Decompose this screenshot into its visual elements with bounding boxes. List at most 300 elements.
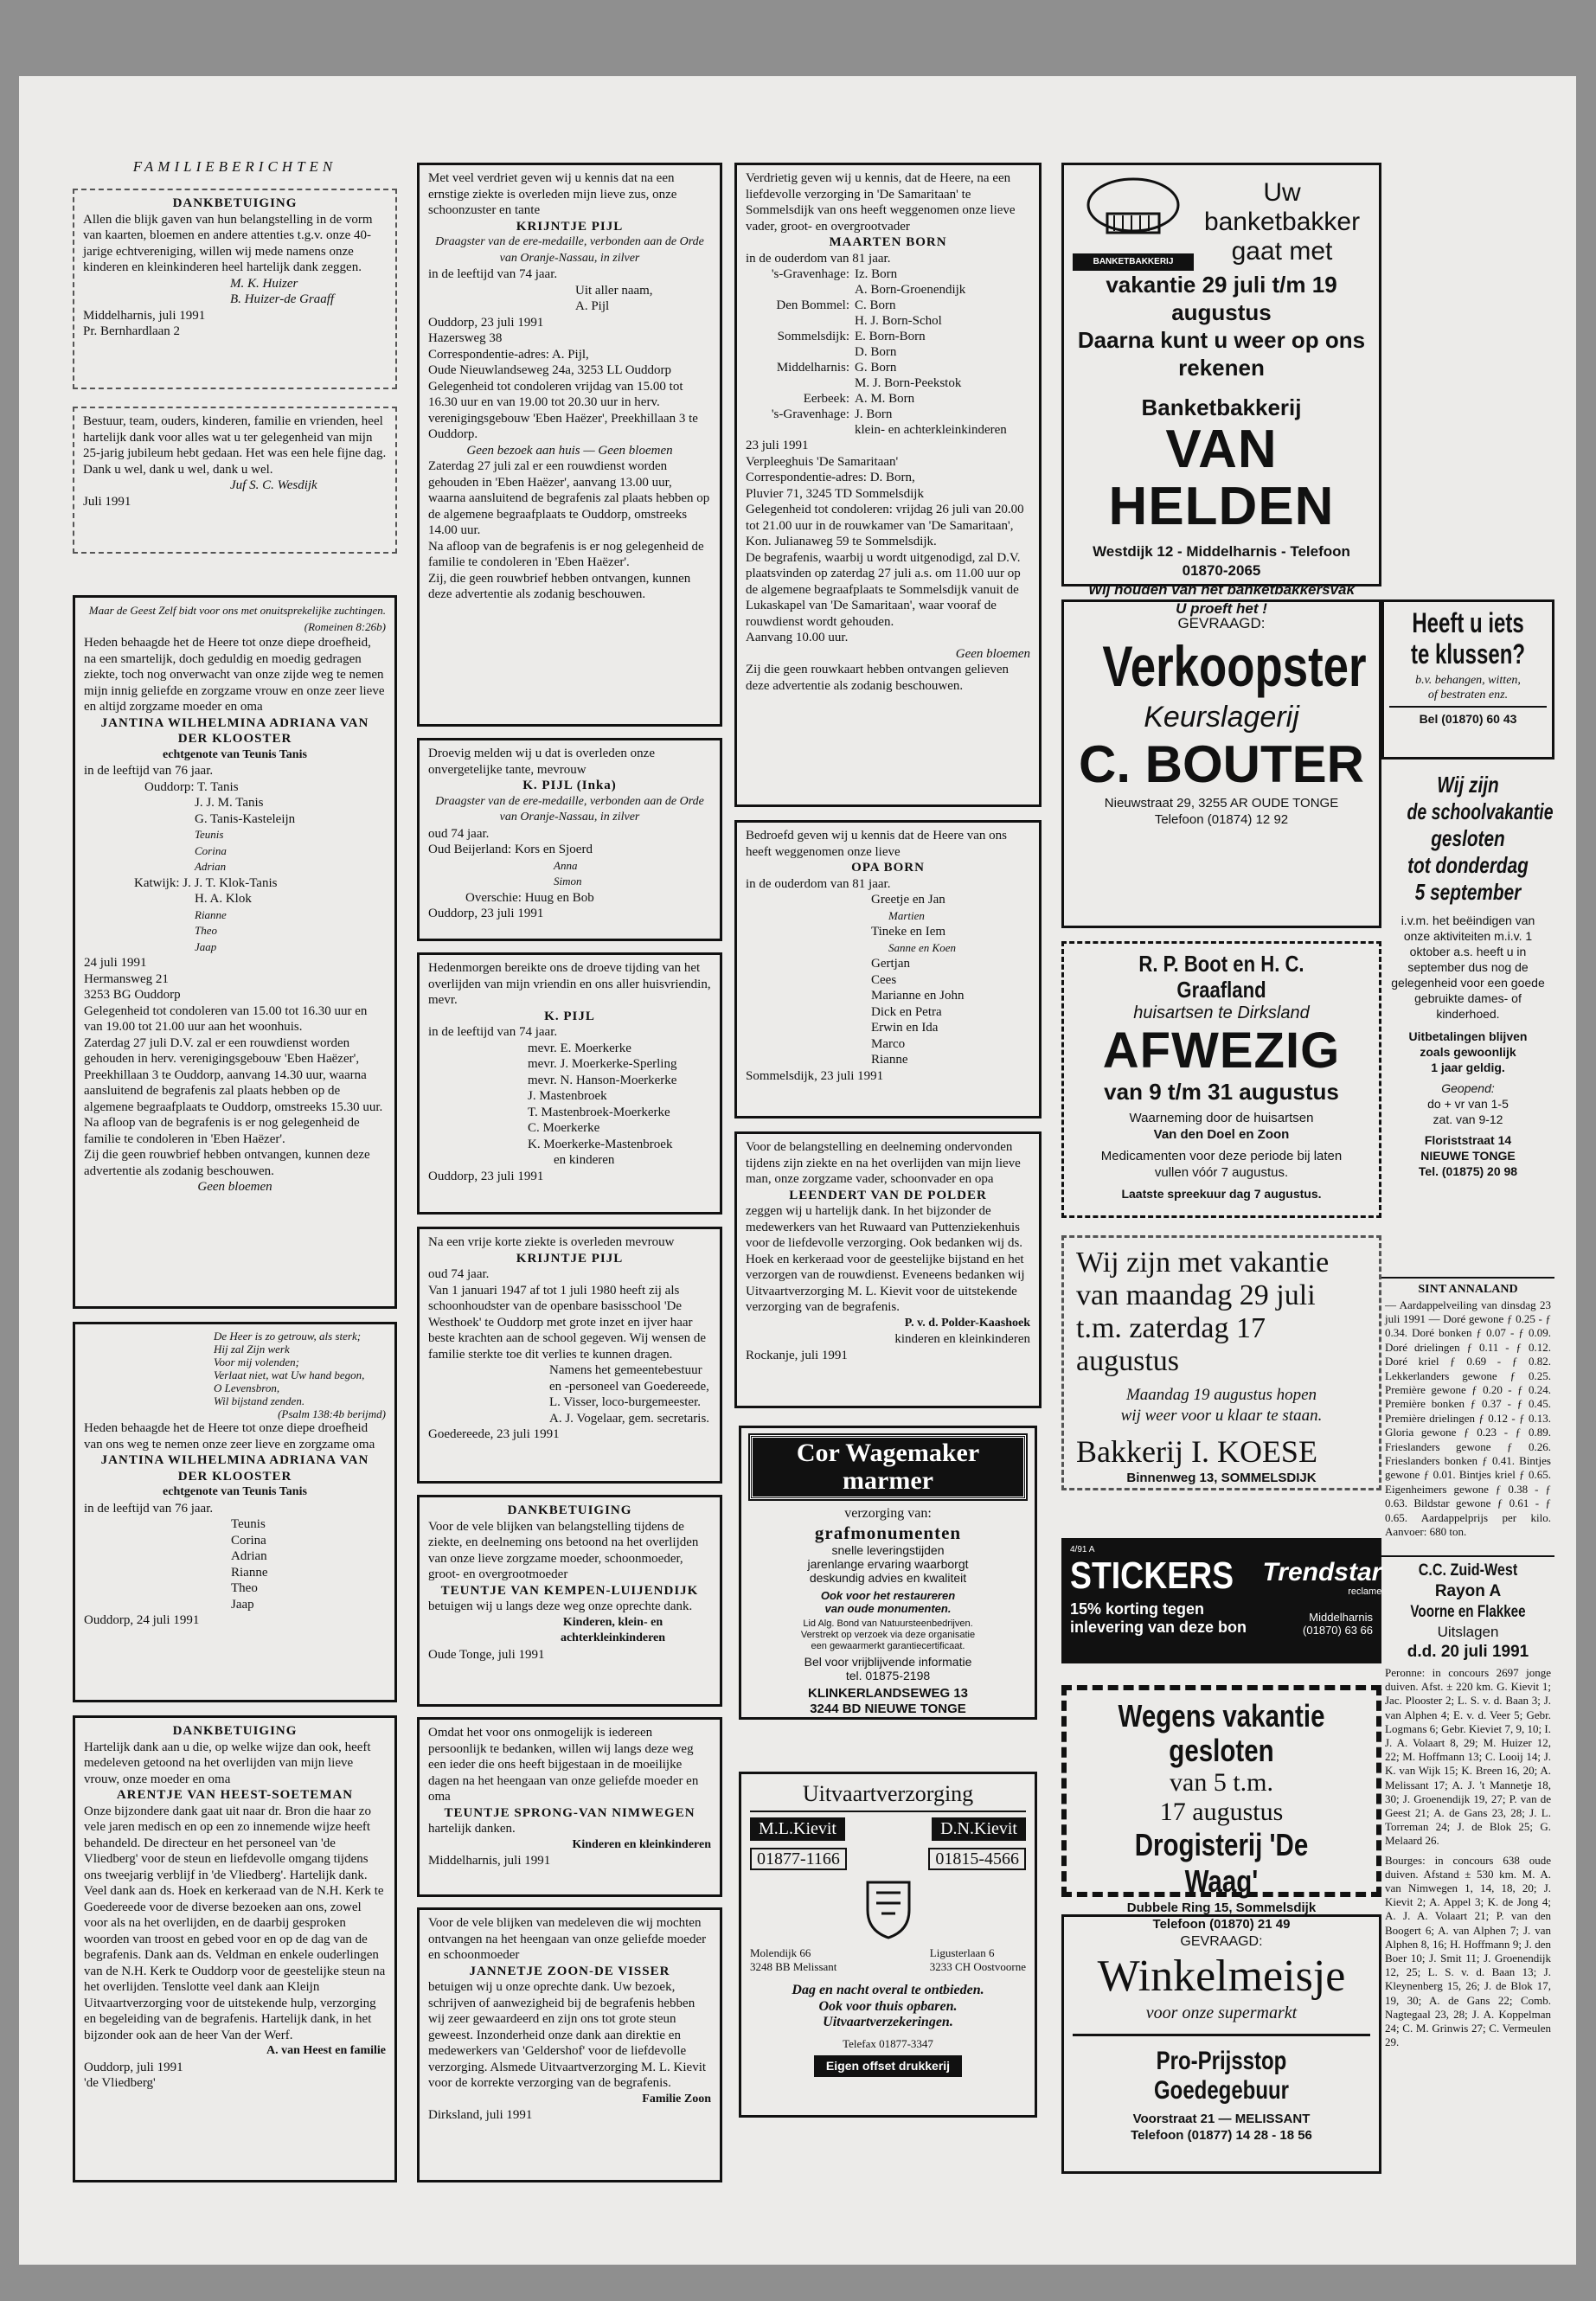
- address: Hazersweg 38: [428, 331, 503, 345]
- ad-van-helden: [1061, 163, 1381, 617]
- address: Pluvier 71, 3245 TD Sommelsdijk: [746, 486, 924, 501]
- headline: Wegens vakantie gesloten: [1118, 1698, 1325, 1768]
- relative: mevr. E. Moerkerke: [528, 1041, 631, 1055]
- relative: Simon: [554, 875, 582, 888]
- headline: tot donderdag: [1407, 852, 1529, 878]
- psalm-line: O Levensbron,: [214, 1381, 280, 1394]
- spouse: echtgenote van Teunis Tanis: [163, 1485, 307, 1498]
- date: Juli 1991: [83, 494, 131, 509]
- grandchild: Teunis: [231, 1517, 266, 1531]
- newspaper-page: [19, 76, 1576, 2265]
- ad-uitvaart-kievit: [739, 1772, 1037, 2118]
- ad-body: Onze bijzondere dank gaat uit naar dr. Bron die haar zo vele jaren medisch en op een zo innemende wijze heeft behandeld. De directeur en het personeel van 'de Vliedberg' voor de steun en liefdevolle omgang tijdens ons tweejarig verblijf in 'de Vliedberg'. Hartelijk dank. Veel dank aan ds. Hoek en kerkeraad van de N.H. Kerk te Goedereede voor de diverse bezoeken aan ons, zowel voor als na het overlijden, en de daarbij gesproken woorden van troost en gebed voor en op de dag van de begrafenis. Dank aan ds. Veldman en enkele ouderlingen van de N.H. Kerk te Ouddorp voor de geestelijke steun na het overlijden. Tenslotte veel dank aan Kleijn Uitvaartverzorging voor de uitstekende hulp, verzorging en begeleiding van de begrafenis. Hartelijk dank, in het bijzonder ook aan de heer Van der Werf.: [84, 1804, 386, 2042]
- director-name: M.L.Kievit: [750, 1817, 845, 1841]
- job-detail: voor onze supermarkt: [1145, 2003, 1298, 2022]
- relative: Katwijk: J. J. T. Klok-Tanis: [134, 875, 278, 890]
- signature: A. J. Vogelaar, gem. secretaris.: [549, 1411, 710, 1426]
- relative: Corina: [195, 843, 227, 857]
- ad-jubileum-wesdijk: [73, 407, 397, 554]
- feature: van oude monumenten.: [824, 1601, 952, 1615]
- article-title: Voorne en Flakkee: [1410, 1603, 1526, 1621]
- grandchild: Greetje en Jan: [871, 893, 945, 907]
- place-cell: [746, 375, 849, 391]
- age: in de leeftijd van 76 jaar.: [84, 1501, 214, 1516]
- no-flowers: Geen bloemen: [197, 1180, 272, 1194]
- place-cell: [746, 422, 849, 438]
- signature: en -personeel van Goedereede,: [549, 1379, 709, 1394]
- doctors-role: huisartsen te Dirksland: [1133, 1003, 1310, 1022]
- membership: een gewaarmerkt garantiecertificaat.: [811, 1640, 965, 1651]
- age: in de ouderdom van 81 jaar.: [746, 876, 891, 891]
- ad-intro: Voor de belangstelling en deelneming ondervonden tijdens zijn ziekte en na het overlijden van mijn lieve man, onze zorgzame vader, schoonvader en opa: [746, 1140, 1021, 1186]
- company-type: Banketbakkerij: [1141, 394, 1302, 420]
- name-cell: D. Born: [855, 345, 897, 359]
- no-flowers: Geen bezoek aan huis — Geen bloemen: [466, 443, 673, 458]
- age: oud 74 jaar.: [428, 826, 490, 841]
- ad-huisartsen-afwezig: [1061, 941, 1381, 1218]
- address: 3244 BD NIEUWE TONGE: [810, 1701, 966, 1716]
- signature: L. Visser, loco-burgemeester.: [549, 1395, 701, 1409]
- ad-hoedenwinkel: [1381, 766, 1554, 1264]
- divider: [1073, 2034, 1370, 2036]
- info: Gelegenheid tot condoleren: vrijdag 26 juli van 20.00 tot 21.00 uur in de rouwkamer van 'De Samaritaan', Kon. Julianaweg 59 te Sommelsdijk.: [746, 503, 1024, 548]
- psalm-line: Wil bijstand zenden.: [214, 1394, 305, 1407]
- deceased-name: K. PIJL (Inka): [522, 779, 617, 792]
- ad-intro: Voor de vele blijken van medeleven die wij mochten ontvangen na het heengaan van onze geliefde moeder en schoonmoeder: [428, 1916, 707, 1962]
- feature: snelle leveringstijden: [831, 1542, 945, 1557]
- payout-note: zoals gewoonlijk: [1420, 1045, 1516, 1059]
- grandchild: Tineke en Iem: [871, 925, 946, 939]
- place-cell: Eerbeek:: [803, 392, 849, 406]
- shop-name: Bakkerij I. KOESE: [1076, 1434, 1317, 1469]
- slogan: Dag en nacht overal te ontbieden.: [792, 1983, 984, 1997]
- ad-intro: Met veel verdriet geven wij u kennis dat na een ernstige ziekte is overleden mijn lieve zus, onze schoonzuster en tante: [428, 171, 677, 217]
- signature: achterkleinkinderen: [560, 1631, 666, 1644]
- headline: van maandag 29 juli: [1076, 1279, 1316, 1311]
- bible-ref: (Romeinen 8:26b): [304, 619, 386, 633]
- feature: deskundig advies en kwaliteit: [809, 1570, 967, 1585]
- place-date: Dirksland, juli 1991: [428, 2108, 533, 2122]
- column-1: [73, 76, 397, 2090]
- ad-dankbetuiging-van-heest: [73, 1715, 397, 2182]
- deceased-name: ARENTJE VAN HEEST-SOETEMAN: [116, 1788, 354, 1802]
- age: oud 74 jaar.: [428, 1267, 490, 1281]
- name-cell: Iz. Born: [855, 267, 898, 281]
- article-body: — Aardappelveiling van dinsdag 23 juli 1991 — Doré gewone ƒ 0.25 - ƒ 0.34. Doré bonken ƒ 0.07 - ƒ 0.09. Doré drielingen ƒ 0.11 - ƒ 0.12. Doré kriel ƒ 0.69 - ƒ 0.82. Lekkerlanders gewone ƒ 0.25. Première gewone ƒ 0.20 - ƒ 0.24. Première bonken ƒ 0.37 - ƒ 0.45. Première drielingen ƒ 0.12 - ƒ 0.13. Gloria gewone ƒ 0.23 - ƒ 0.89. Frieslanders gewone ƒ 0.26. Frieslanders bonken ƒ 0.41. Bintjes gewone ƒ 0.01. Bintjes kriel ƒ 0.65. Eigenheimers gewone ƒ 0.38 - ƒ 0.63. Bildstar gewone ƒ 0.61 - ƒ 0.65. Aardappelprijs per kilo. Aanvoer: 680 ton.: [1385, 1298, 1551, 1538]
- age: in de leeftijd van 74 jaar.: [428, 1025, 558, 1039]
- address: Nieuwstraat 29, 3255 AR OUDE TONGE: [1104, 795, 1339, 811]
- address: Dubbele Ring 15, Sommelsdijk: [1126, 1900, 1317, 1915]
- place-cell: [746, 344, 849, 360]
- headline: Wij zijn met vakantie: [1076, 1247, 1330, 1279]
- headline: t.m. zaterdag 17 augustus: [1076, 1312, 1266, 1377]
- deceased-name: JANTINA WILHELMINA ADRIANA VAN DER KLOOSTER: [100, 715, 369, 746]
- slogan: U proeft het !: [1176, 600, 1267, 617]
- phone: Bel (01870) 60 43: [1419, 712, 1517, 726]
- deceased-name: KRIJNTJE PIJL: [516, 219, 624, 234]
- spouse: echtgenote van Teunis Tanis: [163, 747, 307, 761]
- info: Zaterdag 27 juli zal er een rouwdienst worden gehouden in 'Eben Haëzer', aanvang 13.00 uur, waarna aansluitend de begrafenis zal plaats hebben op de algemene begraafplaats te Ouddorp, omstreeks 14.00 uur.: [428, 459, 710, 537]
- absent-headline: AFWEZIG: [1102, 1022, 1341, 1079]
- deceased-name: TEUNTJE SPRONG-VAN NIMWEGEN: [444, 1805, 695, 1820]
- place-date: Middelharnis, juli 1991: [428, 1854, 551, 1868]
- place-cell: Middelharnis:: [776, 361, 849, 375]
- return-note: rekenen: [1178, 355, 1265, 381]
- return-note: Daarna kunt u weer op ons: [1077, 327, 1366, 353]
- ad-title: DANKBETUIGING: [172, 196, 298, 210]
- ad-intro: Omdat het voor ons onmogelijk is iedereen persoonlijk te bedanken, willen wij langs deze weg een ieder die ons heeft bijgestaan in de moeilijke dagen na het heengaan van onze geliefde moeder en oma: [428, 1726, 699, 1804]
- grandchild: Marianne en John: [871, 989, 965, 1003]
- ad-body: i.v.m. het beëindigen van onze aktiviteiten m.i.v. 1 oktober a.s. heeft u in september dus nog de gelegenheid voor een goede gebruikte dames- of kinderhoed.: [1391, 913, 1545, 1021]
- relative: Overschie: Huug en Bob: [465, 890, 594, 905]
- place-date: Ouddorp, 23 juli 1991: [428, 1169, 544, 1183]
- article-aardappelveiling: [1381, 1277, 1554, 1549]
- info: De begrafenis, waarbij u wordt uitgenodigd, zal D.V. plaatsvinden op zaterdag 27 juli a.s. om 11.00 uur op de algemene begraafplaats te Sommelsdijk vanuit de Lukaskapel van 'De Samaritaan', waar vooraf de rouwdienst wordt gehouden.: [746, 550, 1021, 629]
- signature: M. K. Huizer: [230, 276, 298, 291]
- service: grafmonumenten: [814, 1522, 962, 1543]
- address: Floriststraat 14: [1424, 1133, 1512, 1147]
- deceased-name: K. PIJL: [544, 1009, 595, 1023]
- chef-hat-icon: [1081, 174, 1185, 248]
- relative: G. Tanis-Kasteleijn: [195, 811, 296, 826]
- grandchild: Dick en Petra: [871, 1004, 942, 1019]
- ad-thanks: Dank u wel, dank u wel, dank u wel.: [83, 462, 273, 477]
- deceased-name: JANNETJE ZOON-DE VISSER: [469, 1964, 670, 1978]
- correspondence: Oude Nieuwlandseweg 24a, 3253 LL Ouddorp: [428, 363, 672, 377]
- age: in de leeftijd van 74 jaar.: [428, 267, 558, 281]
- address: 3233 CH Oostvoorne: [929, 1960, 1026, 1973]
- section-title: FAMILIEBERICHTEN: [132, 158, 337, 175]
- relative: K. Moerkerke-Mastenbroek: [528, 1137, 673, 1151]
- relative: T. Mastenbroek-Moerkerke: [528, 1105, 670, 1119]
- name-cell: A. Born-Groenendijk: [855, 283, 966, 297]
- signature: Uit aller naam,: [575, 283, 653, 298]
- place-date: Ouddorp, 24 juli 1991: [84, 1613, 200, 1627]
- ad-intro: Droevig melden wij u dat is overleden onze onvergetelijke tante, mevrouw: [428, 747, 656, 777]
- ad-dankbetuiging-huizer: [73, 189, 397, 389]
- article-date: d.d. 20 juli 1991: [1407, 1643, 1529, 1661]
- phone: Telefoon (01877) 14 28 - 18 56: [1131, 2127, 1312, 2143]
- product: STICKERS: [1070, 1554, 1234, 1597]
- name-cell: C. Born: [855, 298, 896, 312]
- article-body: Peronne: in concours 2697 jonge duiven. Afst. ± 220 km. G. Kievit 1; Jac. Plooster 2; L. S. v. d. Baan 3; J. van Alphen 4; E. v. d. Veer 5; Gebr. Logmans 6; Gebr. Kieviet 7, 9, 10; I. J. A. Volaart 8, 29; M. Huizer 12, 22; M. Hoffmann 13; C. Looij 14; J. K. van Wijk 15; K. Breen 16, 20; A. Melissant 17; A. J. 't Mannetje 18, 30; J. Groenendijk 19, 27; P. van de Geest 21; A. de Gans 23, 28; J. L. Torreman 24; J. de Blok 25; G. Melaard 26.: [1385, 1666, 1551, 1848]
- info: Aanvang 10.00 uur.: [746, 631, 849, 644]
- replacement: Van den Doel en Zoon: [1153, 1127, 1290, 1142]
- name-cell: A. M. Born: [855, 392, 915, 406]
- ad-body: hartelijk danken.: [428, 1822, 516, 1836]
- slogan: Wij houden van het banketbakkersvak: [1088, 581, 1355, 598]
- address: NIEUWE TONGE: [1420, 1149, 1516, 1163]
- relative: Ouddorp: T. Tanis: [144, 779, 239, 794]
- signature: Juf S. C. Wesdijk: [230, 478, 317, 492]
- fax: Telefax 01877-3347: [843, 2036, 933, 2050]
- deceased-name: KRIJNTJE PIJL: [516, 1251, 624, 1266]
- name-cell: H. J. Born-Schol: [855, 314, 942, 328]
- article-title: SINT ANNALAND: [1418, 1283, 1518, 1296]
- discount: inlevering van deze bon: [1070, 1618, 1247, 1636]
- hat-badge: BANKETBAKKERIJ: [1073, 253, 1194, 272]
- name-cell: J. Born: [855, 407, 893, 421]
- signature: A. Pijl: [575, 299, 610, 313]
- brand-sub: reclame: [1348, 1586, 1382, 1597]
- dates: 17 augustus: [1159, 1798, 1284, 1826]
- place-date: Ouddorp, 23 juli 1991: [428, 315, 544, 330]
- ad-intro: Hartelijk dank aan u die, op welke wijze dan ook, heeft medeleven getoond na het overlijden van mijn lieve vrouw, onze moeder en oma: [84, 1740, 371, 1786]
- relative: en kinderen: [554, 1153, 615, 1167]
- no-flowers: Geen bloemen: [955, 646, 1030, 661]
- phone: Tel. (01875) 20 98: [1418, 1164, 1518, 1178]
- info: Zij die geen rouwkaart hebben ontvangen gelieven deze advertentie als zodanig beschouwen.: [746, 663, 1010, 693]
- address: Correspondentie-adres: D. Born,: [746, 471, 915, 484]
- address: Verpleeghuis 'De Samaritaan': [746, 454, 899, 469]
- ad-trendstar-stickers: [1061, 1538, 1381, 1663]
- phone: Telefoon (01870) 21 49: [1152, 1917, 1291, 1932]
- opening-label: Geopend:: [1441, 1081, 1495, 1095]
- ad-rouw-born-1: [734, 163, 1042, 807]
- article-subtitle: Uitslagen: [1437, 1624, 1499, 1640]
- psalm-line: Verlaat niet, wat Uw hand begon,: [214, 1368, 365, 1381]
- ad-rouw-born-2: [734, 820, 1042, 1118]
- ad-title: Uitvaartverzorging: [802, 1781, 974, 1806]
- opening-hours: zat. van 9-12: [1433, 1112, 1503, 1126]
- relative: Theo: [195, 924, 217, 937]
- relative: mevr. J. Moerkerke-Sperling: [528, 1057, 677, 1071]
- grandchild: Rianne: [231, 1565, 268, 1580]
- ad-bouter: [1061, 599, 1381, 928]
- ad-rouw-pijl-3: [417, 952, 722, 1215]
- payout-note: Uitbetalingen blijven: [1408, 1029, 1528, 1043]
- headline: de schoolvakantie: [1407, 798, 1554, 824]
- place-date: Goedereede, 23 juli 1991: [428, 1427, 560, 1441]
- ad-rouw-klooster-1: [73, 595, 397, 1309]
- divider: [1389, 706, 1547, 708]
- signature: Familie Zoon: [642, 2092, 711, 2106]
- signature: Kinderen en kleinkinderen: [572, 1837, 711, 1851]
- phone: (01870) 63 66: [1303, 1624, 1373, 1637]
- print-shop-label: Eigen offset drukkerij: [814, 2055, 962, 2077]
- place-date: Oude Tonge, juli 1991: [428, 1647, 545, 1662]
- shop-type: Keurslagerij: [1144, 700, 1299, 734]
- psalm-line: De Heer is zo getrouw, als sterk;: [214, 1330, 362, 1343]
- name-cell: klein- en achterkleinkinderen: [855, 423, 1007, 437]
- decoration: Draagster van de ere-medaille, verbonden aan de Orde van Oranje-Nassau, in zilver: [435, 235, 704, 265]
- relative: Jaap: [195, 939, 217, 953]
- info: Na afloop van de begrafenis is er nog gelegenheid de familie te condoleren in 'Eben Haëzer'.: [428, 539, 704, 569]
- last-consult: Laatste spreekuur dag 7 augustus.: [1121, 1187, 1322, 1201]
- phone: Telefoon (01874) 12 92: [1154, 811, 1289, 827]
- grandchild: Sanne en Koen: [888, 940, 956, 954]
- ad-body: betuigen wij u onze oprechte dank. Uw bezoek, schrijven of aanwezigheid bij de begrafenis hebben wij zeer gewaardeerd en zijn ons tot grote steun geweest. Inzonderheid onze dank aan direktie en medewerkers van 'Geldershof' voor de liefdevolle verzorging. Alsmede Uitvaartverzorging M. L. Kievit voor de korrekte verzorging van de begrafenis.: [428, 1980, 707, 2090]
- deceased-name: LEENDERT VAN DE POLDER: [789, 1188, 987, 1202]
- ad-dankbetuiging-van-de-polder: [734, 1131, 1042, 1408]
- article-title: Rayon A: [1434, 1582, 1502, 1600]
- place-cell: Den Bommel:: [776, 298, 849, 312]
- relative: J. Mastenbroek: [528, 1089, 607, 1103]
- phone: 01877-1166: [750, 1848, 847, 1871]
- age: in de leeftijd van 76 jaar.: [84, 764, 214, 778]
- grandchild: Jaap: [231, 1597, 254, 1612]
- brand: Trendstar: [1262, 1558, 1382, 1586]
- ad-body: betuigen wij u langs deze weg onze oprechte dank.: [428, 1599, 693, 1613]
- ad-body: Bestuur, team, ouders, kinderen, familie en vrienden, heel hartelijk dank voor alles wat u ter gelegenheid van mijn 25-jarig jubileum hebt gedaan. Het was een hele fijne dag.: [83, 414, 387, 460]
- psalm-ref: (Psalm 138:4b berijmd): [278, 1407, 386, 1420]
- headline: gesloten: [1431, 825, 1505, 851]
- ad-title: DANKBETUIGING: [172, 1724, 298, 1738]
- grandchild: Adrian: [231, 1549, 267, 1563]
- address: 3248 BB Melissant: [750, 1960, 837, 1973]
- ad-intro: Hedenmorgen bereikte ons de droeve tijding van het overlijden van mijn vriendin en ons aller huisvriendin, mevr.: [428, 961, 711, 1007]
- phone: 01815-4566: [928, 1848, 1026, 1871]
- ad-cor-wagemaker: [739, 1426, 1037, 1720]
- ad-intro: Bedroefd geven wij u kennis dat de Heere van ons heeft weggenomen onze lieve: [746, 829, 1007, 859]
- deceased-name: OPA BORN: [851, 861, 925, 875]
- membership: Lid Alg. Bond van Natuursteenbedrijven.: [803, 1618, 973, 1629]
- headline: Uw: [1263, 178, 1301, 207]
- decoration: Draagster van de ere-medaille, verbonden aan de Orde van Oranje-Nassau, in zilver: [435, 794, 704, 824]
- place-cell: [746, 313, 849, 329]
- absent-dates: van 9 t/m 31 augustus: [1104, 1079, 1339, 1105]
- place-date: Sommelsdijk, 23 juli 1991: [746, 1068, 884, 1083]
- info: Na afloop van de begrafenis is er nog gelegenheid de familie te condoleren in 'Eben Haëzer'.: [84, 1116, 360, 1146]
- grandchild: Martien: [888, 908, 925, 922]
- relative: Adrian: [195, 860, 227, 873]
- place-date: Ouddorp, juli 1991: [84, 2060, 183, 2074]
- headline: gaat met: [1231, 237, 1333, 266]
- wanted-label: GEVRAAGD:: [1180, 1934, 1263, 1949]
- replacement: Waarneming door de huisartsen: [1129, 1111, 1314, 1125]
- shop-name: Pro-Prijsstop Goedegebuur: [1153, 2046, 1289, 2105]
- grandchild: Rianne: [871, 1053, 908, 1067]
- ad-intro: Verdrietig geven wij u kennis, dat de Heere, na een liefdevolle verzorging in 'De Samaritaan' te Sommelsdijk van ons heeft weggenomen onze lieve vader, groot- en overgrootvader: [746, 171, 1016, 234]
- ad-title: DANKBETUIGING: [507, 1503, 632, 1517]
- relatives-table: [746, 266, 1007, 438]
- doctors: R. P. Boot en H. C. Graafland: [1138, 951, 1304, 1003]
- address: Pr. Bernhardlaan 2: [83, 324, 181, 338]
- slogan: Ook voor thuis opbaren.: [818, 1998, 958, 2014]
- signature: kinderen en kleinkinderen: [894, 1332, 1030, 1346]
- company-trade: marmer: [843, 1466, 933, 1495]
- address: KLINKERLANDSEWEG 13: [807, 1685, 969, 1701]
- signature: Kinderen, klein- en: [562, 1615, 663, 1629]
- address: Hermansweg 21: [84, 971, 169, 986]
- ad-dankbetuiging-zoon: [417, 1907, 722, 2182]
- call-to-action: Bel voor vrijblijvende informatie: [804, 1654, 972, 1669]
- signature: Namens het gemeentebestuur: [549, 1363, 702, 1377]
- address: 3253 BG Ouddorp: [84, 988, 181, 1002]
- ad-intro: Na een vrije korte ziekte is overleden mevrouw: [428, 1235, 675, 1249]
- divider: [750, 1811, 1026, 1812]
- place-cell: Sommelsdijk:: [777, 330, 849, 343]
- signature: P. v. d. Polder-Kaashoek: [904, 1316, 1030, 1330]
- ad-body: Allen die blijk gaven van hun belangstelling in de vorm van kaarten, bloemen en andere attenties t.g.v. onze 40-jarige echtvereniging, willen wij mede namens onze kinderen en kleinkinderen heel hartelijk dank zeggen.: [83, 212, 373, 274]
- place-cell: 's-Gravenhage:: [771, 407, 849, 421]
- company-name: VAN HELDEN: [1108, 420, 1335, 536]
- place-cell: 's-Gravenhage:: [771, 267, 849, 281]
- examples: b.v. behangen, witten,: [1415, 674, 1521, 687]
- ad-body: zeggen wij u hartelijk dank. In het bijzonder de medewerkers van het Ruwaard van Puttenziekenhuis voor de liefdevolle verzorging. Ook bedanken wij ds. Hoek en kerkeraad voor de geestelijke bijstand en het verzorgen van de rouwdienst. Eveneens bedanken wij Uitvaartverzorging M. L. Kievit voor de uitstekende verzorging van de begrafenis.: [746, 1204, 1025, 1314]
- signature: A. van Heest en familie: [266, 2044, 386, 2057]
- address: Westdijk 12 - Middelharnis - Telefoon 01870-2065: [1093, 543, 1350, 579]
- info: Gelegenheid tot condoleren van 15.00 tot 16.30 uur en van 19.00 tot 21.00 uur aan het woonhuis.: [84, 1003, 368, 1034]
- signature: B. Huizer-de Graaff: [230, 292, 335, 306]
- name-cell: G. Born: [855, 361, 897, 375]
- place-cell: [746, 282, 849, 298]
- phone: tel. 01875-2198: [845, 1668, 931, 1682]
- ad-rouw-pijl-1: [417, 163, 722, 727]
- relative: Anna: [554, 858, 578, 872]
- grandchild: Erwin en Ida: [871, 1021, 939, 1035]
- ad-intro: Heden behaagde het de Heere tot onze diepe droefheid, na een smartelijk, doch geduldig en moedig gedragen ziekte, toch nog onverwacht van onze zijde weg te nemen mijn innig geliefde en zorgzame vrouw en onze zeer lieve en altijd zorgzame moeder en oma: [84, 636, 385, 714]
- ad-intro: Voor de vele blijken van belangstelling tijdens de ziekte, en deelneming ons betoond na het overlijden van onze lieve zorgzame moeder, schoonmoeder, groot- en overgrootmoeder: [428, 1519, 699, 1581]
- article-body: Bourges: in concours 638 oude duiven. Afstand ± 530 km. M. A. van Nimwegen 1, 14, 18, 20; J. Kievit 2; A. Appel 3; K. de Jong 4; A. J. A. Volaart 21; P. van den Boogert 6; A. van Alphen 7; J. van Alphen 8, 16; H. Hoffmann 9; J. den Boer 10; J. Smit 11; J. Groenendijk 12, 25; L. S. v. d. Baan 13; J. Kleynenberg 15, 26; J. de Blok 17, 19, 30; A. de Gans 22; Comb. Nagtegaal 23, 28; J. A. Koppelman 24; C. M. Grinwis 27; C. Vermeulen 29.: [1385, 1853, 1551, 2049]
- feature: Ook voor het restaureren: [820, 1588, 956, 1602]
- info: Zaterdag 27 juli D.V. zal er een rouwdienst worden gehouden in herv. verenigingsgebouw 'Eben Haëzer', Preekhillaan 3 te Ouddorp, aanvang 14.30 uur, waarna aansluitend de begrafenis zal plaats hebben op de algemene begraafplaats te Ouddorp, omstreeks 15.30 uur.: [84, 1035, 383, 1114]
- company-name: Cor Wagemaker: [796, 1439, 980, 1467]
- date: 24 juli 1991: [84, 956, 147, 970]
- examples: of bestraten enz.: [1427, 689, 1509, 702]
- deceased-name: JANTINA WILHELMINA ADRIANA VAN DER KLOOSTER: [100, 1453, 369, 1484]
- relative: H. A. Klok: [195, 892, 252, 906]
- job-title: Winkelmeisje: [1097, 1951, 1346, 2001]
- date: 23 juli 1991: [746, 439, 809, 452]
- info: Zij die geen rouwbrief hebben ontvangen, kunnen deze advertentie als zodanig beschouwen.: [84, 1148, 370, 1178]
- name-cell: M. J. Born-Peekstok: [855, 376, 962, 390]
- reopen-note: wij weer voor u klaar te staan.: [1120, 1407, 1323, 1425]
- relative: Teunis: [195, 828, 224, 841]
- ad-body: Van 1 januari 1947 af tot 1 juli 1980 heeft zij als schoonhoudster van de openbare basisschool 'De Westhoek' te Ouddorp met grote inzet en ijver haar beste krachten aan de school gegeven. Wij wensen de familie sterkte toe dit verlies te kunnen dragen.: [428, 1283, 707, 1362]
- location: Middelharnis: [1309, 1611, 1373, 1624]
- ad-rouw-klooster-2: [73, 1322, 397, 1702]
- headline: Wij zijn: [1437, 772, 1499, 798]
- place-date: Middelharnis, juli 1991: [83, 308, 206, 323]
- grandchild: Corina: [231, 1533, 266, 1548]
- dates: van 5 t.m.: [1170, 1768, 1273, 1797]
- address: 'de Vliedberg': [84, 2076, 156, 2090]
- ad-rouw-pijl-gemeente: [417, 1227, 722, 1484]
- shop-name: Drogisterij 'De Waag': [1134, 1827, 1309, 1899]
- relative: C. Moerkerke: [528, 1121, 600, 1135]
- headline: banketbakker: [1203, 208, 1361, 236]
- relative: J. J. M. Tanis: [195, 796, 264, 810]
- address: Molendijk 66: [750, 1946, 811, 1959]
- membership: Verstrekt op verzoek via deze organisatie: [800, 1629, 976, 1640]
- place-date: Rockanje, juli 1991: [746, 1348, 848, 1362]
- ad-code: 4/91 A: [1070, 1545, 1095, 1554]
- headline: te klussen?: [1410, 638, 1526, 670]
- grandchild: Theo: [231, 1581, 258, 1595]
- shop-name: C. BOUTER: [1079, 734, 1364, 793]
- medication-note: Medicamenten voor deze periode bij laten vullen vóór 7 augustus.: [1100, 1149, 1343, 1180]
- payout-note: 1 jaar geldig.: [1431, 1061, 1505, 1074]
- relative: mevr. N. Hanson-Moerkerke: [528, 1073, 677, 1087]
- psalm-line: Hij zal Zijn werk: [214, 1343, 290, 1356]
- place-date: Ouddorp, 23 juli 1991: [428, 907, 544, 920]
- grandchild: Marco: [871, 1036, 906, 1051]
- ad-bakkerij-koese: [1061, 1235, 1381, 1490]
- relative: Oud Beijerland: Kors en Sjoerd: [428, 843, 593, 856]
- article-title: C.C. Zuid-West: [1418, 1561, 1518, 1580]
- headline: Heeft u iets: [1412, 607, 1524, 638]
- ad-goedegebuur: [1061, 1914, 1381, 2174]
- bible-quote: Maar de Geest Zelf bidt voor ons met onuitsprekelijke zuchtingen.: [88, 604, 386, 617]
- feature: jarenlange ervaring waarborgt: [807, 1556, 969, 1571]
- info: Gelegenheid tot condoleren vrijdag van 15.00 tot 16.30 uur en van 19.00 tot 20.30 uur in herv. verenigingsgebouw 'Eben Haëzer', Preekhillaan 3 te Ouddorp.: [428, 379, 698, 441]
- ad-dankbetuiging-van-kempen: [417, 1495, 722, 1707]
- opening-hours: do + vr van 1-5: [1427, 1097, 1509, 1111]
- wanted-label: GEVRAAGD:: [1177, 615, 1266, 631]
- address: Ligusterlaan 6: [929, 1946, 995, 1959]
- info: Zij, die geen rouwbrief hebben ontvangen, kunnen deze advertentie als zodanig beschouwen.: [428, 571, 691, 601]
